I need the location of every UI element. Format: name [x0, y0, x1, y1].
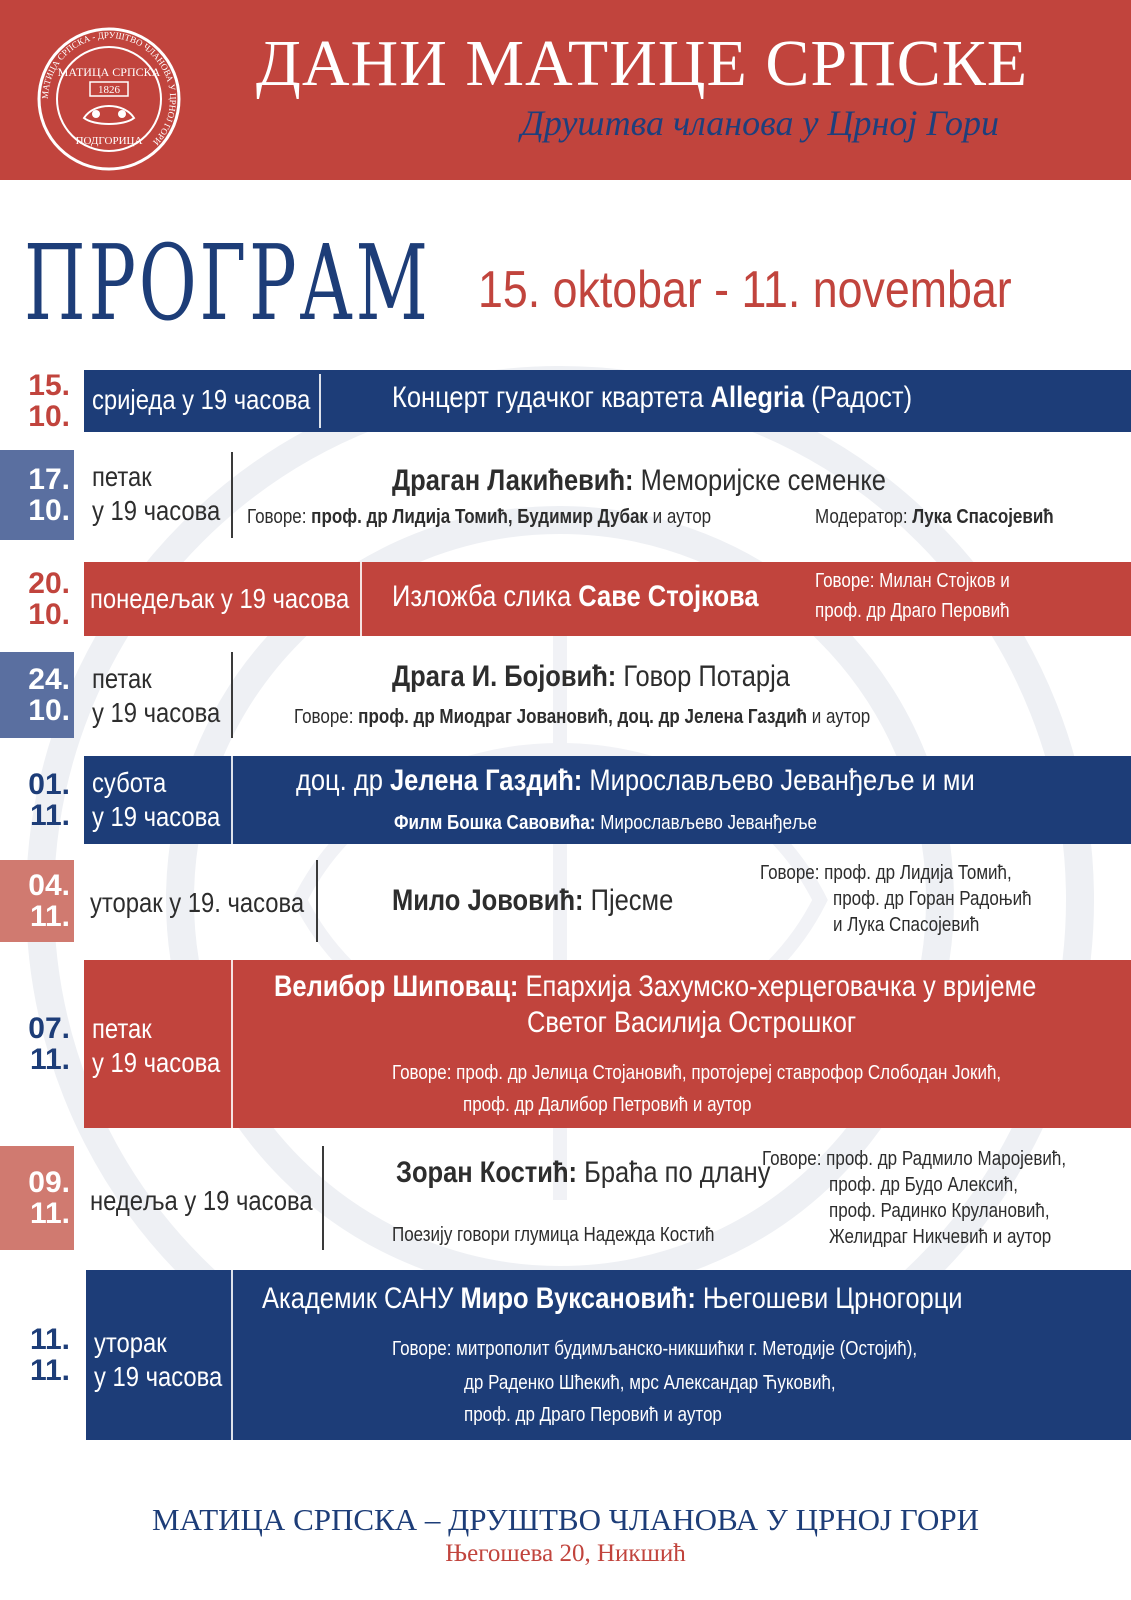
- event-date: 07. 11.: [28, 1011, 70, 1076]
- event-bar: [84, 860, 1131, 942]
- event-speakers: проф. др Далибор Петровић и аутор: [463, 1094, 752, 1116]
- event-speakers: проф. др Будо Алексић,: [829, 1174, 1018, 1196]
- event-title: Концерт гудачког квартета Allegria (Радост): [392, 381, 913, 414]
- event-title-continued: Светог Василија Острошког: [527, 1006, 857, 1039]
- event-title: Драга И. Бојовић: Говор Потарја: [392, 660, 790, 693]
- event-date: 17. 10.: [0, 450, 74, 540]
- event-speakers: Говоре: проф. др Миодраг Јовановић, доц. др Јелена Газдић и аутор: [294, 706, 871, 728]
- event-series-title: ДАНИ МАТИЦЕ СРПСКЕ: [255, 27, 1029, 100]
- event-bar: [84, 450, 1131, 540]
- event-bar: [84, 370, 1131, 432]
- event-speakers: Говоре: проф. др Лидија Томић,: [760, 862, 1012, 884]
- event-row: [0, 860, 1131, 942]
- event-speakers: Говоре: митрополит будимљанско-никшићки г. Методије (Остојић),: [392, 1338, 918, 1360]
- event-speakers: Говоре: проф. др Радмило Маројевић,: [762, 1148, 1067, 1170]
- program-heading: ПРОГРАМ: [24, 222, 431, 344]
- svg-text:1826: 1826: [98, 84, 120, 96]
- event-time: уторак у 19. часова: [90, 887, 305, 918]
- event-title: Зоран Костић: Браћа по длану: [396, 1156, 771, 1189]
- event-film: Филм Бошка Савовића: Мирослављево Јеванђеље: [394, 812, 817, 834]
- event-date: 09. 11.: [0, 1146, 74, 1250]
- event-speakers: проф. др Горан Радоњић: [833, 888, 1032, 910]
- event-title: Академик САНУ Миро Вуксановић: Његошеви Црногорци: [262, 1282, 963, 1315]
- event-speakers: др Раденко Шћекић, мрс Александар Ћуковић,: [464, 1372, 836, 1394]
- event-time: понедељак у 19 часова: [90, 583, 350, 614]
- event-time: петак у 19 часова: [92, 663, 221, 728]
- event-time: недеља у 19 часова: [90, 1185, 313, 1216]
- event-row: [0, 562, 1131, 636]
- event-row: [0, 1270, 1131, 1440]
- event-bar: [84, 756, 1131, 844]
- event-date: 24. 10.: [0, 652, 74, 738]
- event-speakers: Желидраг Никчевић и аутор: [829, 1226, 1052, 1248]
- event-title: Мило Јововић: Пјесме: [392, 884, 674, 917]
- event-speakers: Говоре: проф. др Јелица Стојановић, протојереј ставрофор Слободан Јокић,: [392, 1062, 1002, 1084]
- event-series-subtitle: Друштва чланова у Црној Гори: [521, 103, 999, 143]
- footer-address: Његошева 20, Никшић: [445, 1540, 686, 1567]
- event-bar: [84, 652, 1131, 738]
- event-speakers: проф. Радинко Крулановић,: [829, 1200, 1050, 1222]
- event-date: 01. 11.: [28, 767, 70, 832]
- event-speakers: проф. др Драго Перовић и аутор: [464, 1404, 722, 1426]
- event-time: петак у 19 часова: [92, 1013, 221, 1078]
- event-row: [0, 450, 1131, 540]
- header-banner: [0, 0, 1131, 180]
- event-date: 04. 11.: [0, 860, 74, 942]
- svg-text:ПОДГОРИЦА: ПОДГОРИЦА: [75, 135, 143, 147]
- event-speakers: Говоре: проф. др Лидија Томић, Будимир Дубак и аутор: [247, 506, 712, 528]
- program-date-range: 15. oktobar - 11. novembar: [478, 261, 1012, 319]
- event-date: 20. 10.: [28, 566, 70, 631]
- event-date: 15. 10.: [28, 368, 70, 433]
- event-time: сриједа у 19 часова: [92, 384, 311, 415]
- event-time: уторак у 19 часова: [94, 1327, 223, 1392]
- event-title: Драган Лакићевић: Меморијске семенке: [392, 464, 886, 497]
- event-speakers: Говоре: Милан Стојков и: [815, 570, 1010, 592]
- event-bar: [84, 960, 1131, 1128]
- matica-srpska-seal-icon: [36, 26, 182, 172]
- svg-text:МАТИЦА СРПСКА: МАТИЦА СРПСКА: [57, 65, 161, 79]
- footer-organization: МАТИЦА СРПСКА – ДРУШТВО ЧЛАНОВА У ЦРНОЈ ГОРИ: [152, 1502, 979, 1537]
- event-date: 11. 11.: [29, 1322, 70, 1387]
- event-row: [0, 756, 1131, 844]
- event-title: Изложба слика Саве Стојкова: [392, 580, 759, 613]
- event-row: [0, 652, 1131, 738]
- event-bar: [84, 1146, 1131, 1250]
- event-bar: [84, 562, 1131, 636]
- event-title: Велибор Шиповац: Епархија Захумско-херцеговачка у вријеме: [274, 970, 1037, 1003]
- svg-text:МАТИЦА СРПСКА - ДРУШТВО ЧЛАНОВ: МАТИЦА СРПСКА - ДРУШТВО ЧЛАНОВА У ЦРНОЈ ГОРИ: [39, 29, 179, 148]
- event-time: субота у 19 часова: [92, 767, 221, 832]
- event-speakers: и Лука Спасојевић: [833, 914, 980, 936]
- event-row: [0, 370, 1131, 432]
- event-speakers: проф. др Драго Перовић: [815, 600, 1010, 622]
- event-row: [0, 960, 1131, 1128]
- event-time: петак у 19 часова: [92, 461, 221, 526]
- event-poetry: Поезију говори глумица Надежда Костић: [392, 1224, 715, 1246]
- event-row: [0, 1146, 1131, 1250]
- event-bar: [86, 1270, 1131, 1440]
- event-moderator: Модератор: Лука Спасојевић: [815, 506, 1054, 528]
- event-title: доц. др Јелена Газдић: Мирослављево Јеванђеље и ми: [296, 764, 975, 797]
